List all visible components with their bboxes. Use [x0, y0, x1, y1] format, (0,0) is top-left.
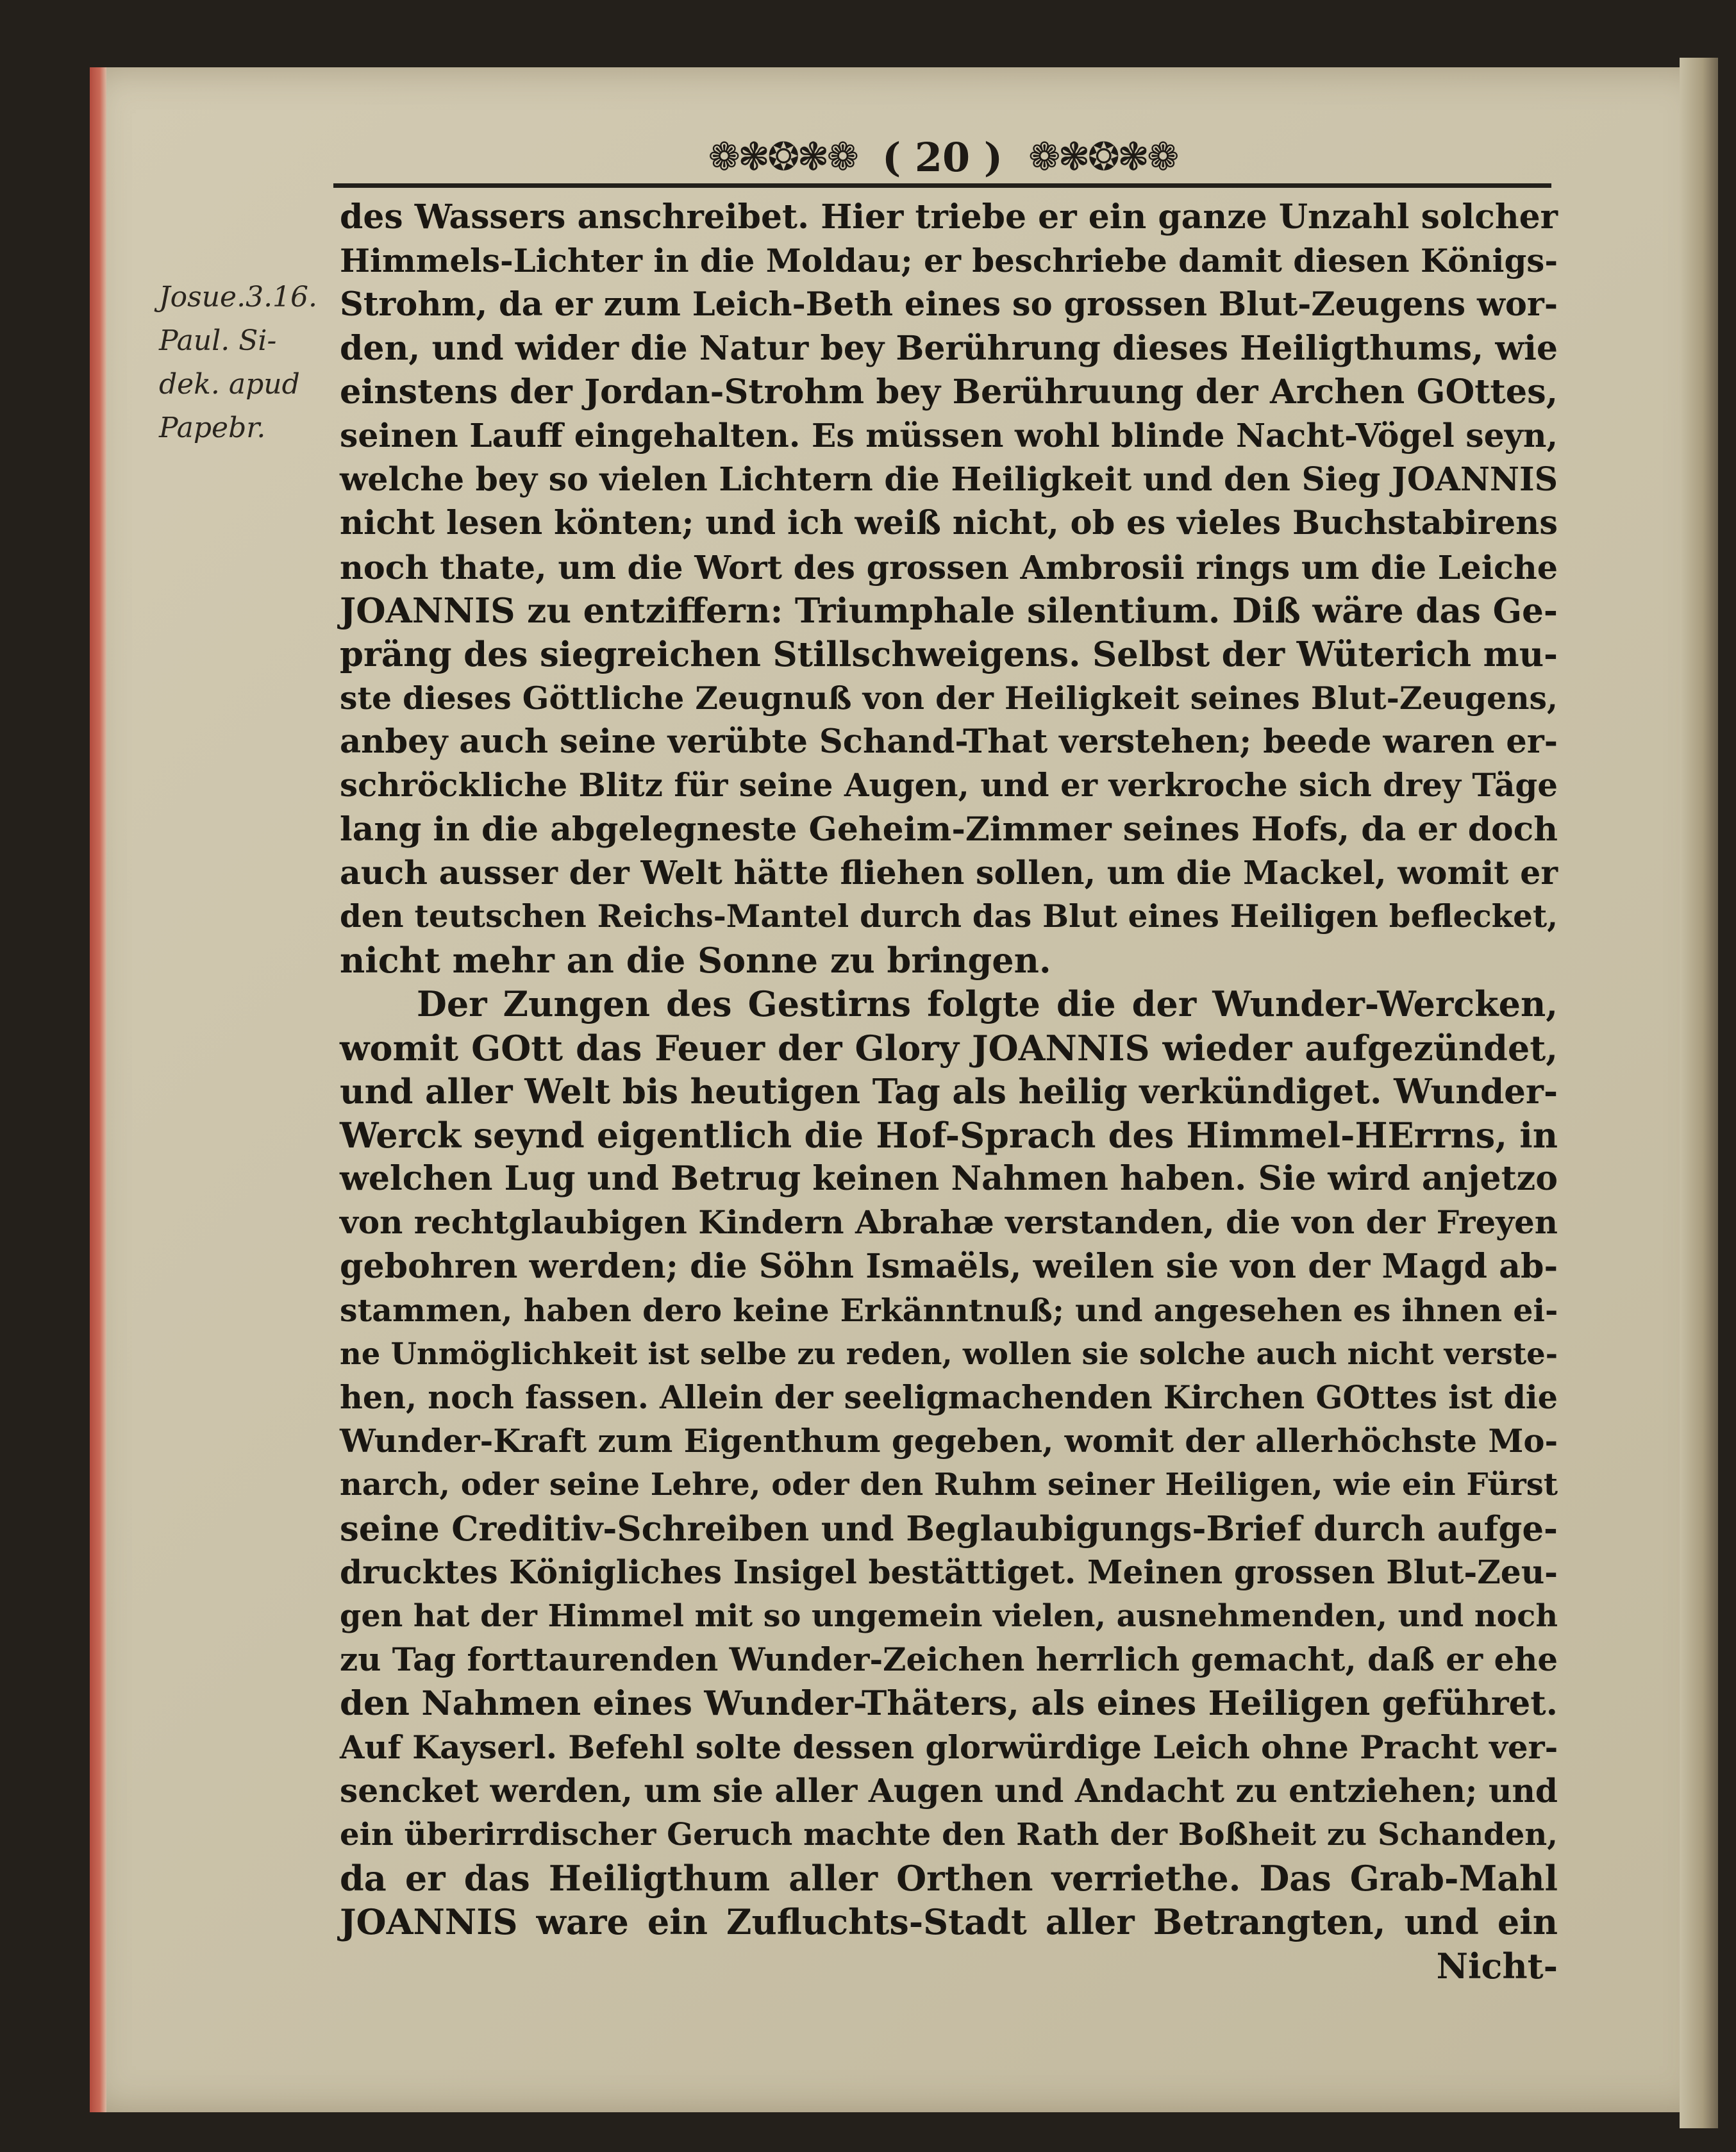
text-line: einstens der Jordan-Strohm bey Berühruung der Archen GOttes, — [340, 372, 1558, 412]
ornament-left-icon: ❁❃❂❃❁ — [708, 135, 856, 179]
text-line: ne Unmöglichkeit ist selbe zu reden, wollen sie solche auch nicht verste- — [340, 1335, 1558, 1371]
text-line: präng des siegreichen Stillschweigens. Selbst der Wüterich mu- — [340, 634, 1558, 674]
text-line: welche bey so vielen Lichtern die Heiligkeit und den Sieg JOANNIS — [340, 460, 1558, 499]
text-line: seine Creditiv-Schreiben und Beglaubigungs-Brief durch aufge- — [340, 1508, 1558, 1549]
text-line: zu Tag forttaurenden Wunder-Zeichen herrlich gemacht, daß er ehe — [340, 1640, 1558, 1679]
text-line: Werck seynd eigentlich die Hof-Sprach des Himmel-HErrns, in — [340, 1114, 1558, 1156]
text-line: auch ausser der Welt hätte fliehen sollen, um die Mackel, womit er — [340, 853, 1558, 892]
catchword: Nicht- — [1436, 1945, 1558, 1987]
text-line: JOANNIS ware ein Zufluchts-Stadt aller Betrangten, und ein — [340, 1901, 1558, 1943]
text-line: Strohm, da er zum Leich-Beth eines so grossen Blut-Zeugens wor- — [340, 285, 1558, 324]
page-header — [333, 122, 1551, 192]
text-line: den Nahmen eines Wunder-Thäters, als eines Heiligen geführet. — [340, 1683, 1558, 1724]
text-line: den, und wider die Natur bey Berührung dieses Heiligthums, wie — [340, 328, 1558, 368]
text-line: lang in die abgelegneste Geheim-Zimmer seines Hofs, da er doch — [340, 809, 1558, 849]
text-line: Auf Kayserl. Befehl solte dessen glorwürdige Leich ohne Pracht ver- — [340, 1728, 1558, 1766]
text-line: ste dieses Göttliche Zeugnuß von der Heiligkeit seines Blut-Zeugens, — [340, 680, 1558, 717]
text-line: noch thate, um die Wort des grossen Ambrosii rings um die Leiche — [340, 547, 1558, 587]
header-rule — [333, 183, 1551, 188]
text-line: Der Zungen des Gestirns folgte die der Wunder-Wercken, — [417, 983, 1558, 1025]
text-line: nicht mehr an die Sonne zu bringen. — [340, 940, 1051, 981]
text-line: ein überirrdischer Geruch machte den Rath der Boßheit zu Schanden, — [340, 1816, 1558, 1853]
text-line: welchen Lug und Betrug keinen Nahmen haben. Sie wird anjetzo — [340, 1159, 1558, 1199]
text-line: da er das Heiligthum aller Orthen verriethe. Das Grab-Mahl — [340, 1858, 1558, 1899]
text-line: anbey auch seine verübte Schand-That verstehen; beede waren er- — [340, 722, 1558, 762]
text-line: drucktes Königliches Insigel bestättiget. Meinen grossen Blut-Zeu- — [340, 1553, 1558, 1591]
text-line: den teutschen Reichs-Mantel durch das Blut eines Heiligen beflecket, — [340, 899, 1558, 935]
page-fold-edge — [1680, 58, 1718, 2128]
margin-note: Papebr. — [159, 412, 266, 444]
margin-note: Josue.3.16. — [159, 281, 318, 313]
text-line: womit GOtt das Feuer der Glory JOANNIS wieder aufgezündet, — [340, 1027, 1558, 1069]
margin-note: dek. apud — [159, 368, 300, 401]
red-page-edge — [90, 67, 106, 2112]
text-line: seinen Lauff eingehalten. Es müssen wohl blinde Nacht-Vögel seyn, — [340, 416, 1558, 455]
text-line: stammen, haben dero keine Erkänntnuß; und angesehen es ihnen ei- — [340, 1291, 1558, 1329]
text-line: gen hat der Himmel mit so ungemein vielen, ausnehmenden, und noch — [340, 1598, 1558, 1634]
text-line: des Wassers anschreibet. Hier triebe er ein ganze Unzahl solcher — [340, 197, 1558, 237]
text-line: sencket werden, um sie aller Augen und Andacht zu entziehen; und — [340, 1771, 1558, 1810]
text-line: hen, noch fassen. Allein der seeligmachenden Kirchen GOttes ist die — [340, 1379, 1558, 1417]
text-line: nicht lesen könten; und ich weiß nicht, ob es vieles Buchstabirens — [340, 504, 1558, 543]
body-text — [340, 196, 1558, 1988]
text-line: narch, oder seine Lehre, oder den Ruhm seiner Heiligen, wie ein Fürst — [340, 1467, 1558, 1503]
margin-note: Paul. Si- — [159, 324, 277, 357]
page-number: ( 20 ) — [881, 133, 1003, 181]
text-line: Wunder-Kraft zum Eigenthum gegeben, womit der allerhöchste Mo- — [340, 1422, 1558, 1460]
text-line: von rechtglaubigen Kindern Abrahæ verstanden, die von der Freyen — [340, 1203, 1558, 1242]
text-line: JOANNIS zu entziffern: Triumphale silentium. Diß wäre das Ge- — [340, 590, 1558, 631]
text-line: Himmels-Lichter in die Moldau; er beschriebe damit diesen Königs- — [340, 242, 1558, 280]
text-line: und aller Welt bis heutigen Tag als heilig verkündiget. Wunder- — [340, 1071, 1558, 1112]
margin-notes — [159, 276, 326, 450]
text-line: schröckliche Blitz für seine Augen, und er verkroche sich drey Täge — [340, 766, 1558, 805]
ornament-right-icon: ❁❃❂❃❁ — [1028, 135, 1177, 179]
text-line: gebohren werden; die Söhn Ismaëls, weilen sie von der Magd ab- — [340, 1246, 1558, 1286]
